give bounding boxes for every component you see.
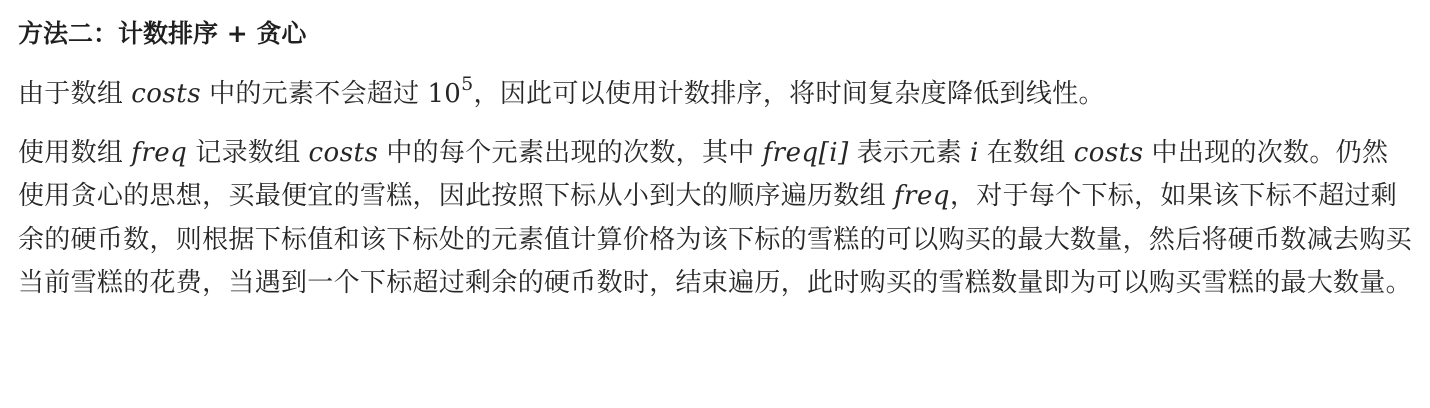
math-power-exponent: 5 <box>461 73 474 95</box>
math-costs: costs <box>308 137 379 168</box>
p1-text-1: 由于数组 <box>18 79 124 109</box>
p2-text-3: 中的每个元素出现的次数，其中 <box>386 137 755 168</box>
p1-text-2: 中的元素不会超过 <box>209 79 420 109</box>
math-i: i <box>969 137 979 168</box>
p2-text-5: 在数组 <box>986 137 1066 168</box>
p1-text-3: ，因此可以使用计数排序，将时间复杂度降低到线性。 <box>473 79 1105 109</box>
p2-text-6: 中出现的次数。仍然使用贪心的思想，买最便宜的雪糕，因此按照下标从小到大的顺序遍历数组 <box>18 137 1389 211</box>
p2-text-4: 表示元素 <box>856 137 962 168</box>
p2-text-2: 记录数组 <box>195 137 301 168</box>
math-freq: freq <box>131 137 188 168</box>
paragraph-algorithm-description <box>18 132 1412 306</box>
math-costs: costs <box>1073 137 1144 168</box>
math-costs: costs <box>131 79 202 109</box>
p2-text-7: ，对于每个下标，如果该下标不超过剩余的硬币数，则根据下标值和该下标处的元素值计算价格为该下标的雪糕的可以购买的最大数量，然后将硬币数减去购买当前雪糕的花费，当遇到一个下标超过剩余的硬币数时，结束遍历，此时购买的雪糕数量即为可以购买雪糕的最大数量。 <box>18 181 1412 298</box>
math-freq-i: freq[i] <box>762 137 849 168</box>
section-heading: 方法二：计数排序 + 贪心 <box>18 19 307 48</box>
math-freq: freq <box>893 181 950 211</box>
p2-text-1: 使用数组 <box>18 137 124 168</box>
math-power <box>427 73 474 109</box>
math-power-base: 10 <box>427 79 462 109</box>
paragraph-counting-sort-intro <box>18 73 1412 117</box>
